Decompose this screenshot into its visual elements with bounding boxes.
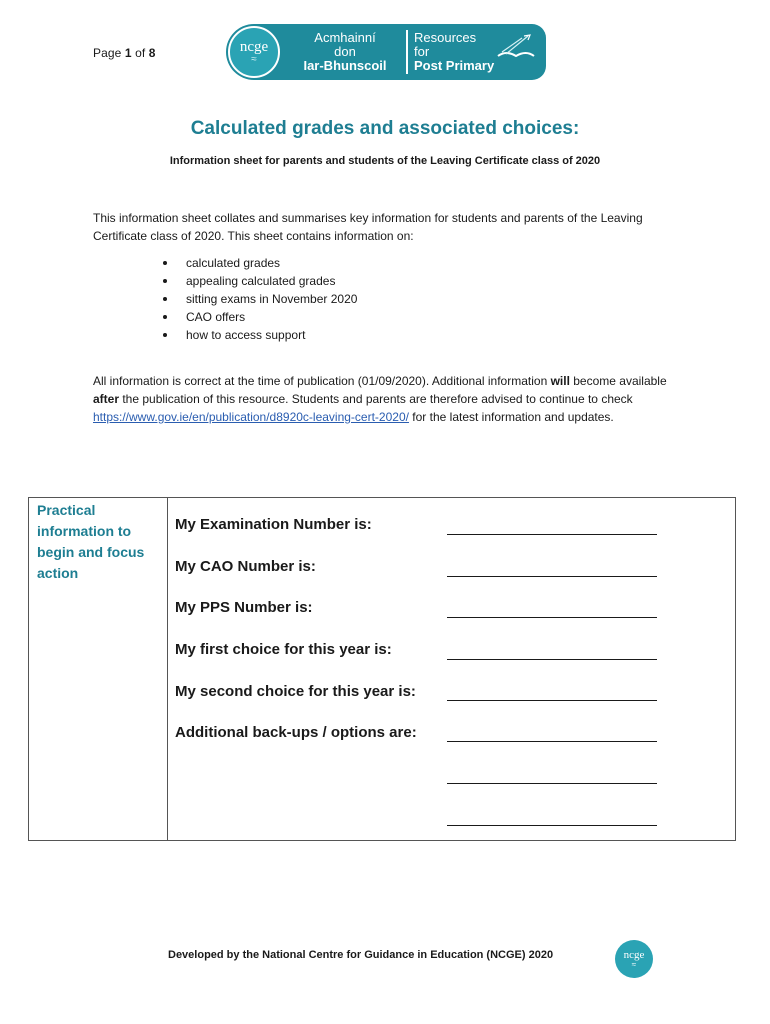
page-title: Calculated grades and associated choices: [190, 118, 580, 139]
wave-icon: ≈ [631, 959, 637, 969]
logo-divider [406, 30, 408, 74]
list-item: CAO offers [161, 308, 357, 326]
page-number [93, 46, 156, 60]
publication-notice [93, 372, 673, 426]
notice-part2: become available [569, 374, 667, 388]
logo-right-line1: Resources [414, 30, 477, 45]
notice-part4: for the latest information and updates. [408, 410, 614, 424]
logo-left-line1: Acmhainní [314, 30, 376, 45]
exam-number-label: My Examination Number is: [175, 516, 372, 533]
first-choice-field[interactable] [447, 659, 657, 660]
cao-number-label: My CAO Number is: [175, 558, 316, 575]
list-item: sitting exams in November 2020 [161, 290, 357, 308]
backup-options-label: Additional back-ups / options are: [175, 724, 417, 741]
cao-number-field[interactable] [447, 576, 657, 577]
topic-list [161, 254, 357, 344]
backup-option-field-2[interactable] [447, 783, 657, 784]
logo-irish-text [290, 31, 400, 73]
notice-bold-will: will [550, 374, 570, 388]
exam-number-field[interactable] [447, 534, 657, 535]
notice-bold-after: after [93, 392, 120, 406]
list-item: calculated grades [161, 254, 357, 272]
second-choice-label: My second choice for this year is: [175, 683, 416, 700]
intro-paragraph: This information sheet collates and summarises key information for students and parents of the Leaving Certificate class of 2020. This sheet contains information on: [93, 211, 643, 243]
page-prefix: Page [93, 46, 122, 60]
student-info-table [28, 497, 736, 841]
ncge-footer-logo [615, 940, 653, 978]
logo-right-line3: Post Primary [414, 58, 495, 73]
gov-ie-link[interactable]: https://www.gov.ie/en/publication/d8920c-leaving-cert-2020/ [93, 410, 409, 424]
wave-icon: ≈ [251, 53, 257, 65]
logo-left-line3: Iar-Bhunscoil [303, 58, 387, 73]
table-column-divider [167, 498, 168, 840]
pps-number-field[interactable] [447, 617, 657, 618]
list-item: how to access support [161, 326, 357, 344]
logo-english-text [414, 31, 494, 73]
notice-part1: All information is correct at the time of publication (01/09/2020). Additional information [93, 374, 551, 388]
ncge-circle-logo [228, 26, 280, 78]
logo-right-line2: for [414, 44, 430, 59]
logo-left-line2: don [334, 44, 356, 59]
second-choice-field[interactable] [447, 700, 657, 701]
page-subtitle: Information sheet for parents and students of the Leaving Certificate class of 2020 [169, 155, 601, 167]
backup-option-field-3[interactable] [447, 825, 657, 826]
page-current: 1 [124, 46, 132, 60]
list-item: appealing calculated grades [161, 272, 357, 290]
first-choice-label: My first choice for this year is: [175, 641, 392, 658]
page-of: of [135, 46, 146, 60]
pps-number-label: My PPS Number is: [175, 599, 313, 616]
logo-acronym: ncge [239, 38, 269, 55]
practical-info-label: Practical information to begin and focus action [37, 502, 145, 581]
page-total: 8 [148, 46, 156, 60]
notice-part3: the publication of this resource. Students and parents are therefore advised to continue to check [119, 392, 633, 406]
ncge-banner-logo [226, 24, 546, 80]
open-book-icon [496, 32, 536, 62]
footer-credit: Developed by the National Centre for Guidance in Education (NCGE) 2020 [168, 949, 554, 961]
backup-option-field-1[interactable] [447, 741, 657, 742]
footer-logo-acronym: ncge [623, 948, 645, 961]
